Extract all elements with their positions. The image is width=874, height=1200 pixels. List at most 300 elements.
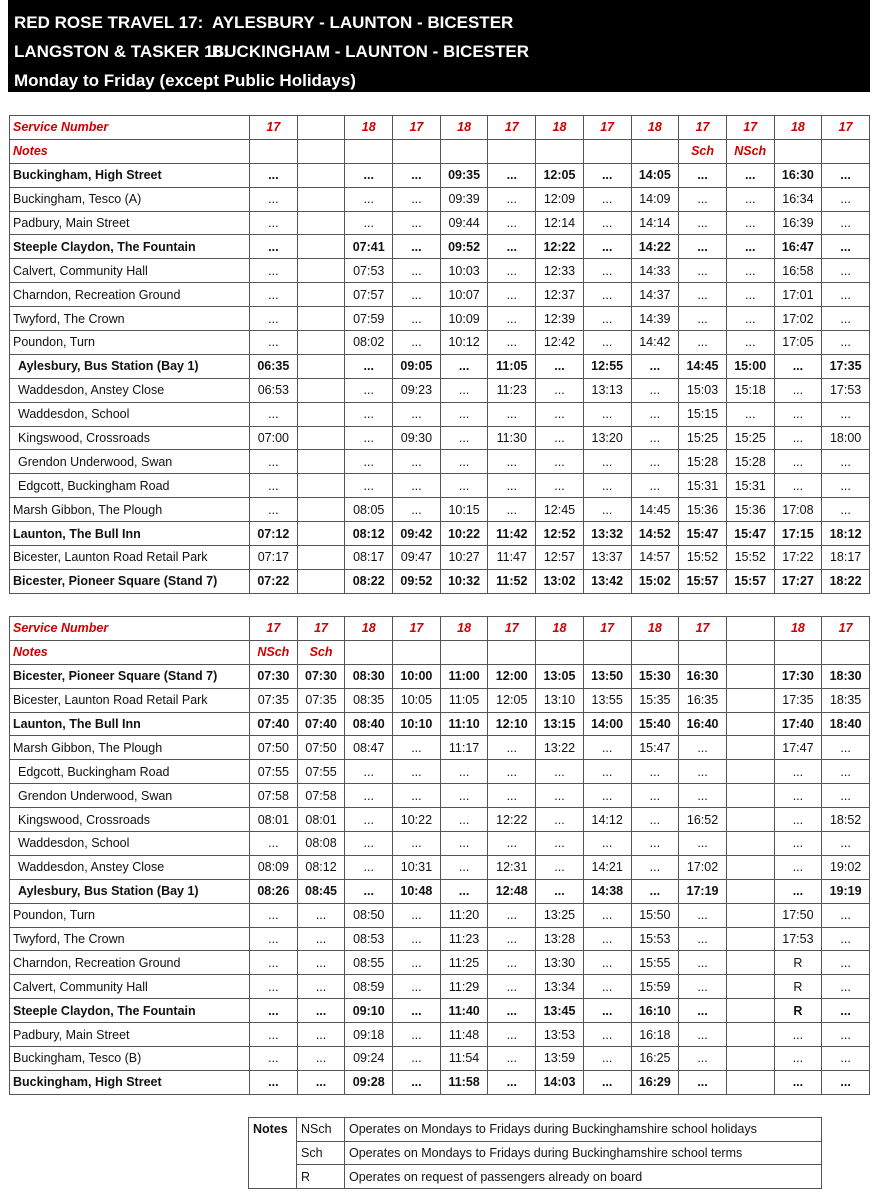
note-cell <box>822 139 870 163</box>
departure-time: ... <box>393 736 441 760</box>
departure-time: ... <box>583 211 631 235</box>
departure-time: ... <box>488 211 536 235</box>
departure-time: 09:23 <box>393 378 441 402</box>
departure-time: ... <box>726 235 774 259</box>
departure-time: ... <box>345 163 393 187</box>
stop-name: Buckingham, High Street <box>10 163 250 187</box>
departure-time: ... <box>393 832 441 856</box>
departure-time <box>726 1023 774 1047</box>
departure-time: 16:18 <box>631 1023 679 1047</box>
departure-time: 14:38 <box>583 879 631 903</box>
departure-time: ... <box>345 187 393 211</box>
departure-time: 07:58 <box>250 784 298 808</box>
stop-name: Waddesdon, School <box>10 402 250 426</box>
note-cell <box>440 640 488 664</box>
departure-time: 16:29 <box>631 1070 679 1094</box>
departure-time: ... <box>393 903 441 927</box>
departure-time: 12:00 <box>488 664 536 688</box>
departure-time <box>297 450 345 474</box>
departure-time: 08:35 <box>345 688 393 712</box>
note-text: Operates on Mondays to Fridays during Buckinghamshire school holidays <box>345 1118 822 1142</box>
departure-time: 08:01 <box>250 808 298 832</box>
departure-time: 17:27 <box>774 569 822 593</box>
departure-time: ... <box>822 832 870 856</box>
stop-name: Poundon, Turn <box>10 903 250 927</box>
departure-time: ... <box>774 426 822 450</box>
stop-name: Grendon Underwood, Swan <box>10 450 250 474</box>
departure-time: 07:12 <box>250 522 298 546</box>
departure-time: 08:30 <box>345 664 393 688</box>
departure-time: ... <box>583 450 631 474</box>
timetable-row <box>10 546 870 570</box>
departure-time: 08:55 <box>345 951 393 975</box>
departure-time: ... <box>345 426 393 450</box>
departure-time: 08:09 <box>250 855 298 879</box>
departure-time: ... <box>774 808 822 832</box>
departure-time <box>726 1047 774 1071</box>
departure-time: ... <box>679 784 727 808</box>
departure-time: ... <box>488 1023 536 1047</box>
departure-time <box>297 211 345 235</box>
departure-time: ... <box>822 331 870 355</box>
departure-time: 09:52 <box>393 569 441 593</box>
departure-time: ... <box>583 784 631 808</box>
departure-time: 09:18 <box>345 1023 393 1047</box>
departure-time: ... <box>440 879 488 903</box>
departure-time: ... <box>822 259 870 283</box>
departure-time: ... <box>250 283 298 307</box>
departure-time: ... <box>250 187 298 211</box>
departure-time: ... <box>250 903 298 927</box>
stop-name: Bicester, Launton Road Retail Park <box>10 546 250 570</box>
departure-time: ... <box>488 784 536 808</box>
departure-time: 15:50 <box>631 903 679 927</box>
departure-time: 14:39 <box>631 307 679 331</box>
departure-time: ... <box>679 760 727 784</box>
departure-time: ... <box>679 1047 727 1071</box>
departure-time <box>297 474 345 498</box>
departure-time: 06:35 <box>250 354 298 378</box>
departure-time: 12:22 <box>488 808 536 832</box>
departure-time: 14:45 <box>631 498 679 522</box>
stop-name: Aylesbury, Bus Station (Bay 1) <box>10 354 250 378</box>
departure-time: ... <box>345 760 393 784</box>
departure-time: R <box>774 999 822 1023</box>
departure-time: 07:17 <box>250 546 298 570</box>
stop-name: Waddesdon, Anstey Close <box>10 378 250 402</box>
service-number-cell: 17 <box>250 617 298 641</box>
departure-time: 09:42 <box>393 522 441 546</box>
departure-time: ... <box>393 235 441 259</box>
departure-time: ... <box>393 187 441 211</box>
departure-time: ... <box>536 760 584 784</box>
departure-time: ... <box>250 474 298 498</box>
departure-time: ... <box>488 331 536 355</box>
departure-time: 16:30 <box>774 163 822 187</box>
departure-time: ... <box>345 354 393 378</box>
departure-time: 15:35 <box>631 688 679 712</box>
departure-time: 18:22 <box>822 569 870 593</box>
departure-time: ... <box>488 832 536 856</box>
departure-time: ... <box>583 975 631 999</box>
departure-time: ... <box>393 211 441 235</box>
departure-time: ... <box>679 331 727 355</box>
departure-time: 12:14 <box>536 211 584 235</box>
stop-name: Bicester, Launton Road Retail Park <box>10 688 250 712</box>
service-number-cell: 18 <box>536 617 584 641</box>
departure-time: ... <box>774 760 822 784</box>
departure-time: 13:15 <box>536 712 584 736</box>
departure-time: ... <box>822 784 870 808</box>
departure-time <box>297 259 345 283</box>
departure-time: 11:42 <box>488 522 536 546</box>
departure-time: ... <box>822 450 870 474</box>
departure-time: ... <box>679 187 727 211</box>
departure-time: ... <box>250 163 298 187</box>
departure-time: 11:48 <box>440 1023 488 1047</box>
departure-time: 17:35 <box>822 354 870 378</box>
timetable-row <box>10 855 870 879</box>
departure-time: 08:05 <box>345 498 393 522</box>
departure-time: 15:57 <box>679 569 727 593</box>
departure-time: ... <box>536 879 584 903</box>
stop-name: Bicester, Pioneer Square (Stand 7) <box>10 664 250 688</box>
departure-time: 18:00 <box>822 426 870 450</box>
departure-time: 16:52 <box>679 808 727 832</box>
departure-time: 12:09 <box>536 187 584 211</box>
departure-time: ... <box>679 283 727 307</box>
departure-time <box>726 664 774 688</box>
service-number-cell: 17 <box>297 617 345 641</box>
departure-time: 12:37 <box>536 283 584 307</box>
departure-time: ... <box>488 307 536 331</box>
departure-time: 07:59 <box>345 307 393 331</box>
departure-time: ... <box>583 331 631 355</box>
stop-name: Poundon, Turn <box>10 331 250 355</box>
departure-time: 11:29 <box>440 975 488 999</box>
departure-time: ... <box>631 879 679 903</box>
departure-time: 07:30 <box>297 664 345 688</box>
departure-time: ... <box>631 784 679 808</box>
departure-time: 08:47 <box>345 736 393 760</box>
departure-time: ... <box>822 283 870 307</box>
note-cell <box>583 640 631 664</box>
departure-time: ... <box>583 283 631 307</box>
departure-time: 14:05 <box>631 163 679 187</box>
departure-time: 15:52 <box>679 546 727 570</box>
departure-time: ... <box>631 760 679 784</box>
departure-time: 12:05 <box>488 688 536 712</box>
departure-time: 07:53 <box>345 259 393 283</box>
departure-time: 06:53 <box>250 378 298 402</box>
departure-time: ... <box>393 760 441 784</box>
departure-time: 13:05 <box>536 664 584 688</box>
departure-time: ... <box>297 1070 345 1094</box>
departure-time: ... <box>250 1047 298 1071</box>
departure-time: 13:13 <box>583 378 631 402</box>
departure-time: 17:08 <box>774 498 822 522</box>
note-cell <box>822 640 870 664</box>
departure-time: 08:26 <box>250 879 298 903</box>
service-number-cell: 18 <box>774 617 822 641</box>
departure-time: ... <box>583 951 631 975</box>
departure-time: 09:47 <box>393 546 441 570</box>
departure-time: ... <box>822 307 870 331</box>
departure-time: ... <box>774 378 822 402</box>
departure-time: 11:23 <box>440 927 488 951</box>
stop-name: Grendon Underwood, Swan <box>10 784 250 808</box>
departure-time: ... <box>583 760 631 784</box>
departure-time: 14:00 <box>583 712 631 736</box>
departure-time: ... <box>440 760 488 784</box>
timetable-row <box>10 1047 870 1071</box>
departure-time: 16:58 <box>774 259 822 283</box>
departure-time: ... <box>250 259 298 283</box>
departure-time: ... <box>297 1047 345 1071</box>
service-number-cell: 17 <box>822 617 870 641</box>
departure-time: ... <box>726 307 774 331</box>
departure-time: 14:42 <box>631 331 679 355</box>
departure-time: 16:10 <box>631 999 679 1023</box>
departure-time: 07:41 <box>345 235 393 259</box>
note-cell <box>726 640 774 664</box>
timetable-row <box>10 999 870 1023</box>
departure-time: 15:52 <box>726 546 774 570</box>
departure-time: 12:33 <box>536 259 584 283</box>
departure-time: ... <box>822 474 870 498</box>
departure-time: ... <box>726 187 774 211</box>
timetable-row <box>10 832 870 856</box>
departure-time: 13:55 <box>583 688 631 712</box>
departure-time: ... <box>822 402 870 426</box>
departure-time: 14:57 <box>631 546 679 570</box>
departure-time: ... <box>250 1023 298 1047</box>
departure-time: 16:35 <box>679 688 727 712</box>
departure-time: ... <box>393 1047 441 1071</box>
departure-time: 13:02 <box>536 569 584 593</box>
departure-time: 14:37 <box>631 283 679 307</box>
departure-time: ... <box>488 259 536 283</box>
service-number-cell: 17 <box>488 617 536 641</box>
departure-time: ... <box>488 903 536 927</box>
departure-time: 15:31 <box>679 474 727 498</box>
departure-time: 11:23 <box>488 378 536 402</box>
timetable-row <box>10 163 870 187</box>
departure-time: ... <box>393 402 441 426</box>
departure-time: 09:44 <box>440 211 488 235</box>
departure-time: 10:22 <box>393 808 441 832</box>
departure-time: 11:30 <box>488 426 536 450</box>
departure-time: ... <box>583 259 631 283</box>
departure-time: ... <box>726 402 774 426</box>
departure-time: 08:08 <box>297 832 345 856</box>
service-number-cell: 17 <box>583 617 631 641</box>
departure-time: 15:30 <box>631 664 679 688</box>
departure-time: 14:45 <box>679 354 727 378</box>
departure-time: 07:00 <box>250 426 298 450</box>
departure-time: ... <box>583 474 631 498</box>
departure-time: ... <box>393 163 441 187</box>
departure-time: 15:03 <box>679 378 727 402</box>
departure-time: ... <box>250 498 298 522</box>
departure-time: 11:05 <box>440 688 488 712</box>
departure-time: ... <box>583 1047 631 1071</box>
departure-time: 09:35 <box>440 163 488 187</box>
departure-time: ... <box>393 307 441 331</box>
stop-name: Buckingham, Tesco (B) <box>10 1047 250 1071</box>
departure-time: 17:22 <box>774 546 822 570</box>
departure-time: ... <box>536 426 584 450</box>
departure-time: 12:45 <box>536 498 584 522</box>
departure-time: 14:52 <box>631 522 679 546</box>
departure-time: 14:33 <box>631 259 679 283</box>
departure-time: 11:47 <box>488 546 536 570</box>
departure-time <box>726 808 774 832</box>
departure-time: 13:53 <box>536 1023 584 1047</box>
departure-time: ... <box>536 354 584 378</box>
departure-time: ... <box>536 832 584 856</box>
service-number-cell: 17 <box>583 116 631 140</box>
departure-time: 07:40 <box>250 712 298 736</box>
timetable-row <box>10 331 870 355</box>
departure-time: 15:55 <box>631 951 679 975</box>
departure-time: 17:53 <box>774 927 822 951</box>
departure-time: ... <box>393 450 441 474</box>
departure-time <box>726 1070 774 1094</box>
departure-time: 10:03 <box>440 259 488 283</box>
departure-time: ... <box>488 951 536 975</box>
departure-time: ... <box>393 283 441 307</box>
departure-time: ... <box>631 402 679 426</box>
departure-time: ... <box>583 736 631 760</box>
departure-time <box>297 498 345 522</box>
operating-days-label: Monday to Friday (except Public Holidays) <box>14 71 356 90</box>
note-cell <box>345 640 393 664</box>
departure-time: 14:03 <box>536 1070 584 1094</box>
notes-row-label: Notes <box>10 640 250 664</box>
departure-time: 11:00 <box>440 664 488 688</box>
departure-time: 07:58 <box>297 784 345 808</box>
departure-time: ... <box>774 402 822 426</box>
departure-time: ... <box>250 951 298 975</box>
header-line-1 <box>14 8 870 37</box>
departure-time: 07:30 <box>250 664 298 688</box>
departure-time: 10:10 <box>393 712 441 736</box>
service-number-cell: 18 <box>631 116 679 140</box>
service-number-row-label: Service Number <box>10 116 250 140</box>
stop-name: Calvert, Community Hall <box>10 975 250 999</box>
departure-time: 09:30 <box>393 426 441 450</box>
notes-key-row <box>249 1141 822 1165</box>
stop-name: Steeple Claydon, The Fountain <box>10 999 250 1023</box>
departure-time: ... <box>250 402 298 426</box>
timetable-header <box>8 0 870 92</box>
departure-time: 13:50 <box>583 664 631 688</box>
departure-time: ... <box>440 855 488 879</box>
departure-time: ... <box>488 736 536 760</box>
departure-time: ... <box>583 187 631 211</box>
departure-time: ... <box>583 999 631 1023</box>
departure-time: ... <box>250 235 298 259</box>
departure-time: ... <box>440 354 488 378</box>
departure-time: ... <box>583 307 631 331</box>
departure-time: ... <box>679 163 727 187</box>
note-cell <box>774 139 822 163</box>
note-cell <box>297 139 345 163</box>
timetable-row <box>10 879 870 903</box>
departure-time: ... <box>345 832 393 856</box>
departure-time: 10:32 <box>440 569 488 593</box>
note-cell <box>488 139 536 163</box>
stop-name: Padbury, Main Street <box>10 211 250 235</box>
departure-time <box>297 354 345 378</box>
departure-time: 15:28 <box>679 450 727 474</box>
departure-time: 08:53 <box>345 927 393 951</box>
departure-time: 15:47 <box>679 522 727 546</box>
departure-time: ... <box>488 498 536 522</box>
departure-time: 08:40 <box>345 712 393 736</box>
departure-time <box>297 235 345 259</box>
departure-time <box>297 163 345 187</box>
departure-time: ... <box>250 211 298 235</box>
departure-time: ... <box>822 736 870 760</box>
departure-time: 11:17 <box>440 736 488 760</box>
departure-time: 10:48 <box>393 879 441 903</box>
departure-time: ... <box>679 832 727 856</box>
departure-time: ... <box>250 450 298 474</box>
departure-time: 08:01 <box>297 808 345 832</box>
departure-time: ... <box>583 903 631 927</box>
departure-time: 15:00 <box>726 354 774 378</box>
departure-time <box>297 187 345 211</box>
departure-time: 08:12 <box>345 522 393 546</box>
departure-time: ... <box>583 235 631 259</box>
departure-time <box>297 283 345 307</box>
note-cell <box>631 640 679 664</box>
departure-time: ... <box>250 927 298 951</box>
timetable-row <box>10 975 870 999</box>
departure-time <box>726 760 774 784</box>
departure-time: ... <box>393 1023 441 1047</box>
timetable-row <box>10 951 870 975</box>
departure-time: ... <box>488 760 536 784</box>
stop-name: Twyford, The Crown <box>10 307 250 331</box>
timetable-row <box>10 760 870 784</box>
departure-time: ... <box>488 474 536 498</box>
timetable-row <box>10 211 870 235</box>
stop-name: Buckingham, Tesco (A) <box>10 187 250 211</box>
service-number-cell: 18 <box>536 116 584 140</box>
departure-time: 17:02 <box>774 307 822 331</box>
stop-name: Aylesbury, Bus Station (Bay 1) <box>10 879 250 903</box>
departure-time: 10:27 <box>440 546 488 570</box>
note-text: Operates on request of passengers already on board <box>345 1165 822 1189</box>
timetable-row <box>10 712 870 736</box>
service-number-cell <box>297 116 345 140</box>
departure-time: ... <box>774 450 822 474</box>
timetable-row <box>10 474 870 498</box>
departure-time: 18:35 <box>822 688 870 712</box>
service-number-cell: 17 <box>250 116 298 140</box>
departure-time: ... <box>488 163 536 187</box>
departure-time: ... <box>583 832 631 856</box>
departure-time: ... <box>679 1070 727 1094</box>
stop-name: Waddesdon, School <box>10 832 250 856</box>
service-number-cell: 17 <box>679 617 727 641</box>
departure-time: 15:25 <box>726 426 774 450</box>
departure-time: 14:14 <box>631 211 679 235</box>
departure-time: 18:40 <box>822 712 870 736</box>
